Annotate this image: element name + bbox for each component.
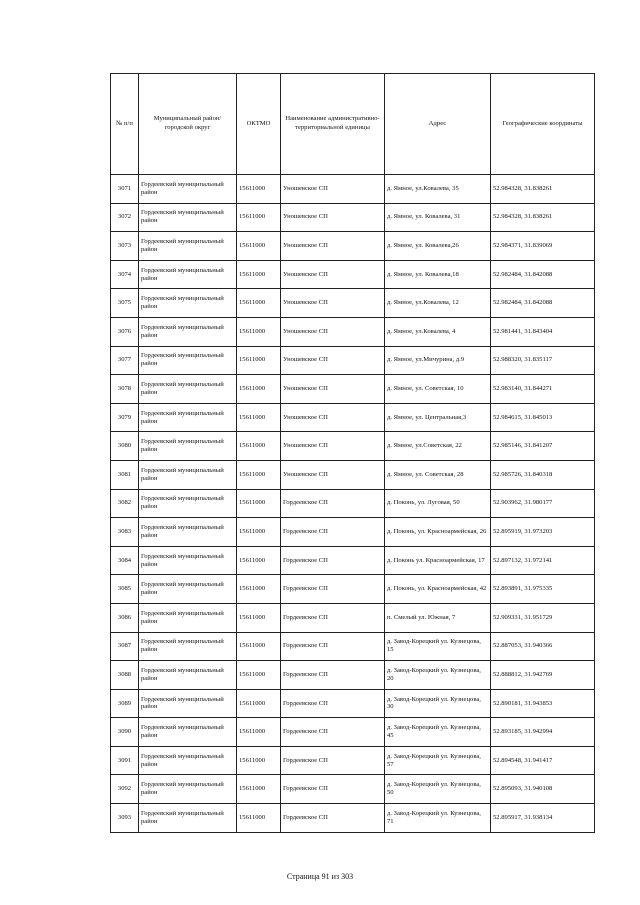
table-row [111,232,595,261]
table-row [111,632,595,661]
cell-district: Гордеевский муниципальный район [139,232,237,261]
cell-oktmo: 15611000 [237,232,281,261]
cell-district: Гордеевский муниципальный район [139,661,237,690]
cell-coordinates: 52.984615, 31.845013 [491,403,595,432]
cell-admin-unit: Уношевское СП [281,403,385,432]
table-row [111,403,595,432]
cell-number: 3084 [111,546,139,575]
cell-coordinates: 52.984328, 31.838261 [491,203,595,232]
locations-table [110,73,595,833]
cell-oktmo: 15611000 [237,518,281,547]
cell-coordinates: 52.988320, 31.835117 [491,346,595,375]
cell-number: 3086 [111,603,139,632]
cell-admin-unit: Уношевское СП [281,203,385,232]
cell-number: 3090 [111,718,139,747]
cell-number: 3075 [111,289,139,318]
cell-oktmo: 15611000 [237,175,281,204]
cell-admin-unit: Уношевское СП [281,432,385,461]
cell-address: д. Ямное, ул. Советская, 10 [385,375,491,404]
table-row [111,746,595,775]
cell-admin-unit: Гордеевское СП [281,746,385,775]
header-cell-district: Муниципальный район/городской округ [139,74,237,175]
cell-district: Гордеевский муниципальный район [139,260,237,289]
cell-address: д. Ямное, ул.Ковалева, 4 [385,317,491,346]
cell-address: д. Ямное, ул. Советская, 28 [385,460,491,489]
cell-district: Гордеевский муниципальный район [139,775,237,804]
cell-coordinates: 52.984371, 31.839069 [491,232,595,261]
table-row [111,460,595,489]
cell-oktmo: 15611000 [237,632,281,661]
cell-number: 3079 [111,403,139,432]
cell-oktmo: 15611000 [237,375,281,404]
cell-district: Гордеевский муниципальный район [139,603,237,632]
cell-number: 3091 [111,746,139,775]
table-row [111,317,595,346]
cell-oktmo: 15611000 [237,603,281,632]
cell-number: 3077 [111,346,139,375]
cell-number: 3089 [111,689,139,718]
cell-coordinates: 52.982484, 31.842088 [491,260,595,289]
cell-admin-unit: Гордеевское СП [281,603,385,632]
cell-admin-unit: Гордеевское СП [281,575,385,604]
header-cell-admin-unit: Наименование административно-территориальной единицы [281,74,385,175]
cell-oktmo: 15611000 [237,203,281,232]
cell-address: д. Ямное, ул. Ковалева, 31 [385,203,491,232]
table-row [111,689,595,718]
cell-oktmo: 15611000 [237,661,281,690]
cell-oktmo: 15611000 [237,775,281,804]
cell-district: Гордеевский муниципальный район [139,203,237,232]
cell-district: Гордеевский муниципальный район [139,804,237,833]
cell-address: д. Поконь, ул. Красноармейская, 42 [385,575,491,604]
cell-admin-unit: Гордеевское СП [281,661,385,690]
cell-address: д. Завод-Корецкий ул. Кузнецова, 57 [385,746,491,775]
table-row [111,718,595,747]
cell-coordinates: 52.903962, 31.980177 [491,489,595,518]
cell-coordinates: 52.890181, 31.943853 [491,689,595,718]
table-row [111,603,595,632]
cell-coordinates: 52.981441, 31.843404 [491,317,595,346]
cell-oktmo: 15611000 [237,575,281,604]
table-row [111,289,595,318]
cell-oktmo: 15611000 [237,689,281,718]
table-row [111,432,595,461]
cell-district: Гордеевский муниципальный район [139,546,237,575]
cell-coordinates: 52.895919, 31.973203 [491,518,595,547]
cell-address: д. Поконь ул. Красноармейская, 17 [385,546,491,575]
cell-admin-unit: Гордеевское СП [281,689,385,718]
cell-coordinates: 52.897132, 31.972141 [491,546,595,575]
cell-district: Гордеевский муниципальный район [139,317,237,346]
header-cell-coordinates: Географические координаты [491,74,595,175]
cell-coordinates: 52.888812, 31.942769 [491,661,595,690]
cell-address: д. Завод-Корецкий ул. Кузнецова, 71 [385,804,491,833]
cell-number: 3092 [111,775,139,804]
cell-oktmo: 15611000 [237,546,281,575]
cell-address: д. Завод-Корецкий ул. Кузнецова, 20 [385,661,491,690]
cell-address: д. Ямное, ул.Советская, 22 [385,432,491,461]
cell-address: д. Поконь, ул. Луговая, 50 [385,489,491,518]
cell-coordinates: 52.895917, 31.938134 [491,804,595,833]
cell-admin-unit: Уношевское СП [281,260,385,289]
table-row [111,804,595,833]
cell-district: Гордеевский муниципальный район [139,403,237,432]
cell-admin-unit: Гордеевское СП [281,546,385,575]
cell-admin-unit: Гордеевское СП [281,718,385,747]
cell-oktmo: 15611000 [237,317,281,346]
cell-coordinates: 52.984328, 31.838261 [491,175,595,204]
cell-coordinates: 52.909331, 31.951729 [491,603,595,632]
cell-coordinates: 52.983140, 31.844271 [491,375,595,404]
page-number: Страница 91 из 303 [286,872,354,881]
cell-address: д. Ямное, ул.Мичурина, д.9 [385,346,491,375]
cell-oktmo: 15611000 [237,489,281,518]
cell-admin-unit: Гордеевское СП [281,632,385,661]
header-cell-oktmo: ОКТМО [237,74,281,175]
cell-district: Гордеевский муниципальный район [139,460,237,489]
cell-oktmo: 15611000 [237,260,281,289]
cell-oktmo: 15611000 [237,432,281,461]
cell-address: д. Завод-Корецкий ул. Кузнецова, 50 [385,775,491,804]
cell-oktmo: 15611000 [237,804,281,833]
cell-address: д. Завод-Корецкий ул. Кузнецова, 30 [385,689,491,718]
table-row [111,661,595,690]
table-row [111,175,595,204]
cell-number: 3087 [111,632,139,661]
cell-number: 3082 [111,489,139,518]
cell-address: д. Ямное, ул. Центральная,3 [385,403,491,432]
cell-number: 3080 [111,432,139,461]
header-cell-number: № п/п [111,74,139,175]
cell-coordinates: 52.893891, 31.975335 [491,575,595,604]
cell-coordinates: 52.982484, 31.842088 [491,289,595,318]
cell-district: Гордеевский муниципальный район [139,718,237,747]
cell-number: 3081 [111,460,139,489]
cell-address: д. Завод-Корецкий ул. Кузнецова, 15 [385,632,491,661]
cell-district: Гордеевский муниципальный район [139,746,237,775]
cell-district: Гордеевский муниципальный район [139,632,237,661]
cell-address: д. Ямное, ул. Ковалева,26 [385,232,491,261]
cell-district: Гордеевский муниципальный район [139,689,237,718]
cell-admin-unit: Уношевское СП [281,317,385,346]
cell-address: д. Завод-Корецкий ул. Кузнецова, 45 [385,718,491,747]
cell-number: 3078 [111,375,139,404]
table-row [111,375,595,404]
cell-number: 3074 [111,260,139,289]
cell-admin-unit: Уношевское СП [281,460,385,489]
cell-admin-unit: Гордеевское СП [281,775,385,804]
cell-number: 3072 [111,203,139,232]
table-row [111,575,595,604]
cell-oktmo: 15611000 [237,746,281,775]
cell-coordinates: 52.895093, 31.940108 [491,775,595,804]
cell-oktmo: 15611000 [237,403,281,432]
cell-admin-unit: Уношевское СП [281,232,385,261]
cell-number: 3076 [111,317,139,346]
cell-coordinates: 52.985726, 31.840318 [491,460,595,489]
table-row [111,346,595,375]
table-body [111,175,595,833]
header-cell-address: Адрес [385,74,491,175]
cell-admin-unit: Гордеевское СП [281,518,385,547]
cell-admin-unit: Уношевское СП [281,375,385,404]
cell-district: Гордеевский муниципальный район [139,175,237,204]
cell-district: Гордеевский муниципальный район [139,375,237,404]
table-row [111,260,595,289]
table-row [111,518,595,547]
cell-coordinates: 52.985146, 31.841207 [491,432,595,461]
cell-admin-unit: Уношевское СП [281,289,385,318]
cell-district: Гордеевский муниципальный район [139,346,237,375]
cell-coordinates: 52.894548, 31.941417 [491,746,595,775]
cell-oktmo: 15611000 [237,460,281,489]
cell-admin-unit: Гордеевское СП [281,804,385,833]
cell-number: 3071 [111,175,139,204]
cell-admin-unit: Гордеевское СП [281,489,385,518]
cell-district: Гордеевский муниципальный район [139,489,237,518]
table-header [111,74,595,175]
cell-address: д. Ямное, ул.Ковалева, 12 [385,289,491,318]
cell-address: д. Поконь, ул. Красноармейская, 26 [385,518,491,547]
cell-district: Гордеевский муниципальный район [139,518,237,547]
cell-district: Гордеевский муниципальный район [139,289,237,318]
cell-admin-unit: Уношевское СП [281,346,385,375]
cell-number: 3073 [111,232,139,261]
header-row [111,74,595,175]
cell-number: 3093 [111,804,139,833]
cell-number: 3083 [111,518,139,547]
table-row [111,203,595,232]
cell-coordinates: 52.887053, 31.940366 [491,632,595,661]
cell-oktmo: 15611000 [237,346,281,375]
cell-oktmo: 15611000 [237,718,281,747]
cell-address: д. Ямное, ул.Ковалева, 35 [385,175,491,204]
cell-district: Гордеевский муниципальный район [139,432,237,461]
cell-address: д. Ямное, ул. Ковалева,18 [385,260,491,289]
cell-coordinates: 52.893185, 31.942994 [491,718,595,747]
cell-number: 3088 [111,661,139,690]
table-row [111,775,595,804]
cell-admin-unit: Уношевское СП [281,175,385,204]
cell-oktmo: 15611000 [237,289,281,318]
table-row [111,489,595,518]
cell-district: Гордеевский муниципальный район [139,575,237,604]
cell-address: п. Смелый ул. Южная, 7 [385,603,491,632]
cell-number: 3085 [111,575,139,604]
table-row [111,546,595,575]
